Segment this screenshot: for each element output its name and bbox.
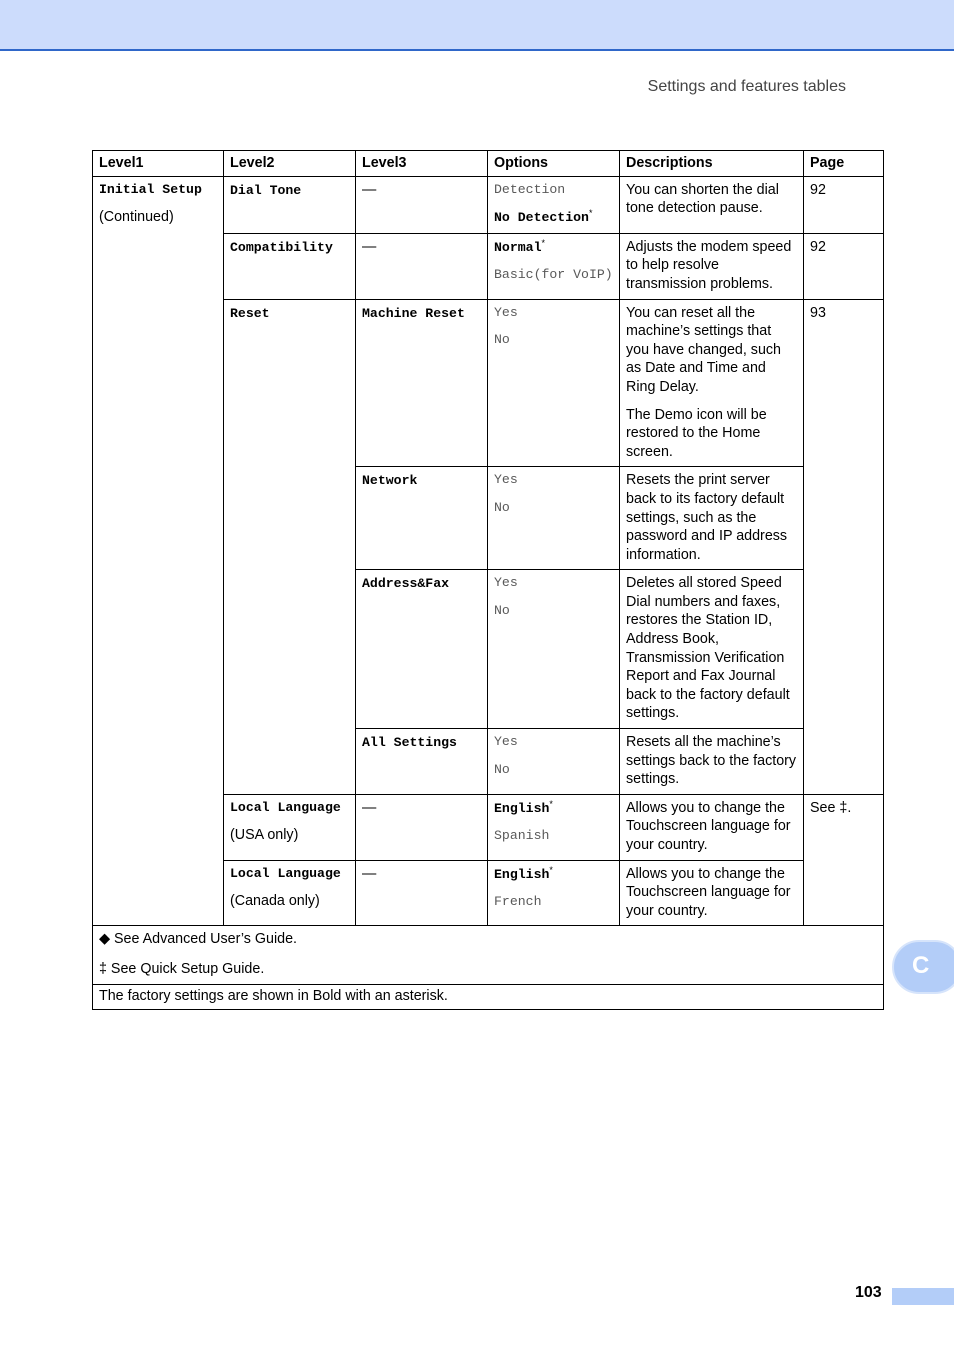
level3-cell xyxy=(356,176,488,233)
level2-cell xyxy=(224,233,356,299)
level2-label: Local Language xyxy=(230,799,341,815)
level2-label: Reset xyxy=(230,305,270,321)
options-cell xyxy=(488,794,620,860)
footnote-quick-setup-guide: ‡ See Quick Setup Guide. xyxy=(99,960,265,977)
option-default: English xyxy=(494,866,550,882)
level2-label: Dial Tone xyxy=(230,182,302,198)
option-value: Yes xyxy=(494,472,518,488)
options-cell xyxy=(488,467,620,570)
page-cell: See ‡. xyxy=(804,794,884,926)
col-header-descriptions: Descriptions xyxy=(620,151,804,177)
page-number-bar xyxy=(892,1288,954,1305)
option-value: Spanish xyxy=(494,828,550,844)
level2-cell xyxy=(224,299,356,794)
default-asterisk: * xyxy=(549,798,553,809)
factory-note-row xyxy=(93,984,884,1010)
option-default: English xyxy=(494,800,550,816)
level3-label: Address&Fax xyxy=(362,576,450,592)
header-band xyxy=(0,0,954,51)
options-cell xyxy=(488,233,620,299)
level3-cell xyxy=(356,860,488,926)
options-cell xyxy=(488,176,620,233)
option-value: Yes xyxy=(494,304,518,320)
chapter-letter: C xyxy=(912,952,930,979)
option-value: Detection xyxy=(494,181,566,197)
page-cell: 92 xyxy=(804,176,884,233)
section-title: Settings and features tables xyxy=(647,78,846,95)
level3-cell xyxy=(356,467,488,570)
option-value: No xyxy=(494,499,510,515)
description-cell: Allows you to change the Touchscreen language for your country. xyxy=(620,860,804,926)
options-cell xyxy=(488,299,620,467)
level3-label: Machine Reset xyxy=(362,305,465,321)
description-cell: Deletes all stored Speed Dial numbers and faxes, restores the Station ID, Address Book, Transmission Verification Report and Fax Journal back to the factory default settings. xyxy=(620,570,804,729)
level2-cell xyxy=(224,860,356,926)
col-header-level1: Level1 xyxy=(93,151,224,177)
footnote-cell xyxy=(93,926,884,984)
option-value: No xyxy=(494,332,510,348)
level3-label: — xyxy=(362,865,377,882)
level2-cell xyxy=(224,176,356,233)
col-header-options: Options xyxy=(488,151,620,177)
level3-label: Network xyxy=(362,473,418,489)
option-value: No xyxy=(494,761,510,777)
level3-cell xyxy=(356,794,488,860)
option-default: No Detection xyxy=(494,210,589,226)
table-row xyxy=(93,176,884,233)
footnote-row xyxy=(93,926,884,984)
col-header-level2: Level2 xyxy=(224,151,356,177)
level1-note: (Continued) xyxy=(99,209,174,226)
option-value: No xyxy=(494,602,510,618)
page-number: 103 xyxy=(855,1284,882,1301)
level3-cell xyxy=(356,729,488,795)
factory-note: The factory settings are shown in Bold with an asterisk. xyxy=(93,984,884,1010)
level2-label: Compatibility xyxy=(230,239,333,255)
options-cell xyxy=(488,570,620,729)
default-asterisk: * xyxy=(541,237,545,248)
description-cell: Allows you to change the Touchscreen language for your country. xyxy=(620,794,804,860)
options-cell xyxy=(488,729,620,795)
level1-name: Initial Setup xyxy=(99,181,202,197)
description-cell xyxy=(620,299,804,467)
level3-label: — xyxy=(362,238,377,255)
level1-cell xyxy=(93,176,224,926)
col-header-level3: Level3 xyxy=(356,151,488,177)
chapter-tab xyxy=(892,940,954,994)
level3-label: — xyxy=(362,181,377,198)
level3-label: — xyxy=(362,799,377,816)
level3-cell xyxy=(356,299,488,467)
level3-label: All Settings xyxy=(362,735,457,751)
level2-note: (Canada only) xyxy=(230,893,320,910)
level2-label: Local Language xyxy=(230,865,341,881)
option-value: Yes xyxy=(494,734,518,750)
col-header-page: Page xyxy=(804,151,884,177)
level3-cell xyxy=(356,570,488,729)
option-value: French xyxy=(494,894,542,910)
settings-table xyxy=(92,150,884,1010)
option-value: Yes xyxy=(494,575,518,591)
page-cell: 93 xyxy=(804,299,884,794)
description-text: You can reset all the machine’s settings that you have changed, such as Date and Time and Ring Delay. xyxy=(626,304,781,395)
description-text: The Demo icon will be restored to the Home screen. xyxy=(626,406,767,460)
default-asterisk: * xyxy=(549,864,553,875)
description-cell: Resets all the machine’s settings back to the factory settings. xyxy=(620,729,804,795)
default-asterisk: * xyxy=(588,208,593,219)
description-cell: Resets the print server back to its factory default settings, such as the password and IP address information. xyxy=(620,467,804,570)
description-cell: Adjusts the modem speed to help resolve transmission problems. xyxy=(620,233,804,299)
table-header-row xyxy=(93,151,884,177)
level2-cell xyxy=(224,794,356,860)
page-cell: 92 xyxy=(804,233,884,299)
option-default: Normal xyxy=(494,239,542,255)
level3-cell xyxy=(356,233,488,299)
level2-note: (USA only) xyxy=(230,827,299,844)
options-cell xyxy=(488,860,620,926)
option-value: Basic(for VoIP) xyxy=(494,267,613,283)
description-cell: You can shorten the dial tone detection pause. xyxy=(620,176,804,233)
footnote-advanced-guide: ◆ See Advanced User’s Guide. xyxy=(99,931,298,948)
